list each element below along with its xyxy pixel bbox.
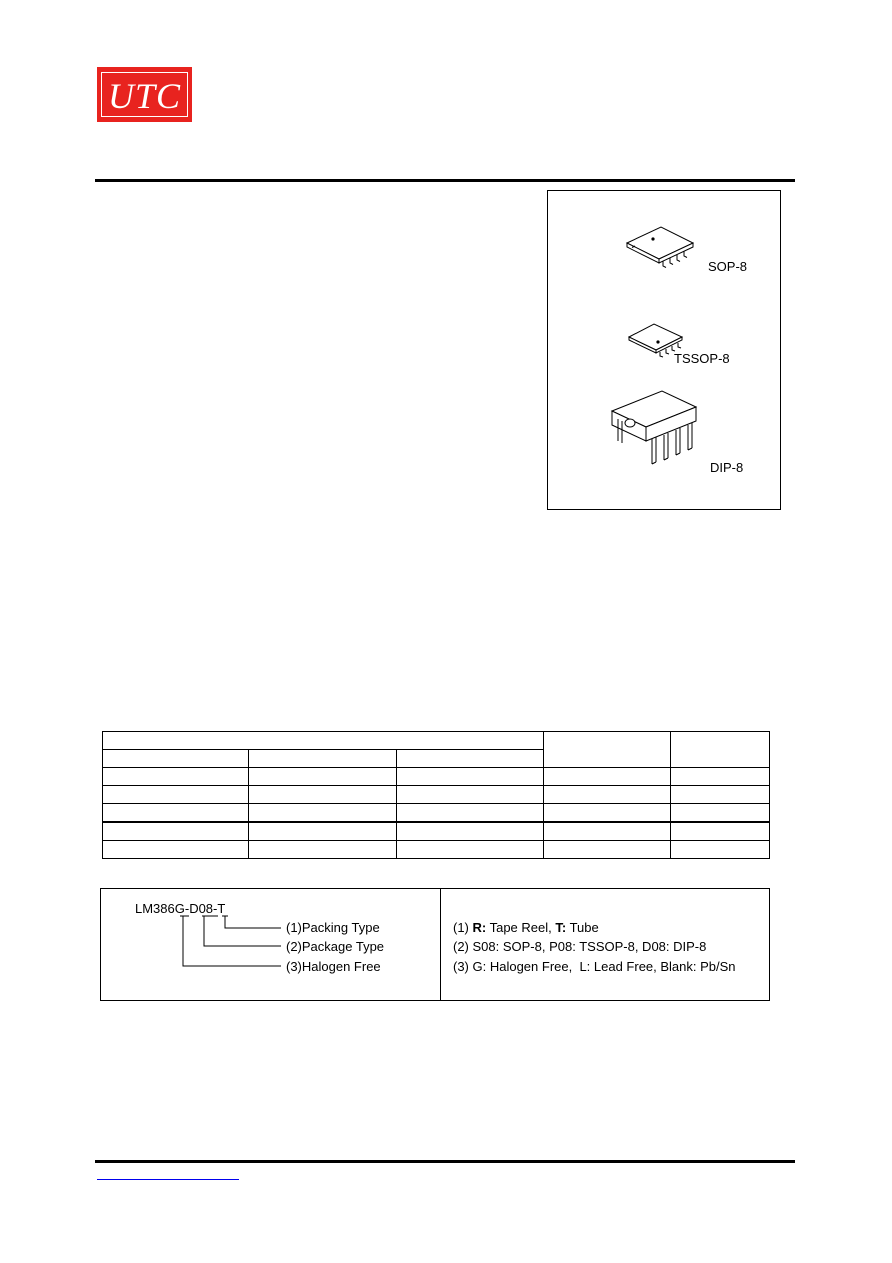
field-package-type: (2)Package Type	[286, 939, 385, 954]
table-row	[103, 841, 770, 859]
table-cell	[249, 786, 397, 804]
table-cell	[397, 786, 544, 804]
table-header-cell	[671, 732, 770, 768]
table-row	[103, 768, 770, 786]
table-cell	[671, 841, 770, 859]
note-packing-type	[453, 921, 599, 934]
logo-text: UTC	[107, 75, 182, 116]
package-outline-box	[547, 190, 781, 510]
table-cell	[103, 804, 249, 823]
table-cell	[397, 822, 544, 841]
note-text: G: Halogen Free, L: Lead Free, Blank: Pb/Sn	[472, 959, 736, 974]
package-label-sop8: SOP-8	[708, 259, 748, 274]
package-label-tssop8: TSSOP-8	[674, 351, 730, 366]
dip8-package-icon	[606, 389, 701, 474]
table-subheader-cell	[249, 750, 397, 768]
table-cell	[103, 768, 249, 786]
table-cell	[249, 822, 397, 841]
utc-logo	[97, 67, 192, 122]
footer-rule	[95, 1160, 795, 1163]
table-cell	[103, 841, 249, 859]
part-number-example: LM386G-D08-T	[135, 901, 226, 916]
table-cell	[249, 804, 397, 823]
package-label-dip8: DIP-8	[710, 460, 744, 475]
table-subheader-cell	[397, 750, 544, 768]
table-cell	[397, 841, 544, 859]
table-cell	[249, 768, 397, 786]
table-cell	[544, 768, 671, 786]
note-prefix: (1)	[453, 920, 473, 935]
table-row	[103, 804, 770, 823]
table-row	[103, 822, 770, 841]
table-cell	[671, 822, 770, 841]
table-cell	[103, 822, 249, 841]
table-cell	[397, 804, 544, 823]
note-prefix: (2)	[453, 939, 473, 954]
note-text: S08: SOP-8, P08: TSSOP-8, D08: DIP-8	[472, 939, 707, 954]
table-row	[103, 786, 770, 804]
table-cell	[397, 768, 544, 786]
note-key-t: T:	[555, 920, 567, 935]
note-text: Tube	[566, 920, 599, 935]
note-halogen-free	[453, 960, 736, 973]
table-header-cell	[544, 732, 671, 768]
part-number-decode-box	[100, 888, 770, 1001]
table-cell	[544, 841, 671, 859]
table-cell	[544, 822, 671, 841]
footer-website-link[interactable]	[97, 1176, 239, 1180]
note-package-type	[453, 940, 706, 953]
note-text: Tape Reel,	[486, 920, 556, 935]
table-cell	[544, 786, 671, 804]
ordering-information-table	[102, 731, 770, 859]
table-cell	[671, 768, 770, 786]
table-header-cell	[103, 732, 544, 750]
note-key-r: R:	[472, 920, 487, 935]
field-halogen-free: (3)Halogen Free	[286, 959, 381, 974]
marking-divider	[440, 889, 441, 1000]
note-prefix: (3)	[453, 959, 473, 974]
logo-border	[101, 72, 188, 117]
table-cell	[249, 841, 397, 859]
table-cell	[671, 804, 770, 823]
header-rule	[95, 179, 795, 182]
table-cell	[103, 786, 249, 804]
table-cell	[544, 804, 671, 823]
table-header-row	[103, 732, 770, 750]
sop8-package-icon	[623, 221, 698, 271]
field-packing-type: (1)Packing Type	[286, 920, 380, 935]
table-cell	[671, 786, 770, 804]
table-subheader-cell	[103, 750, 249, 768]
